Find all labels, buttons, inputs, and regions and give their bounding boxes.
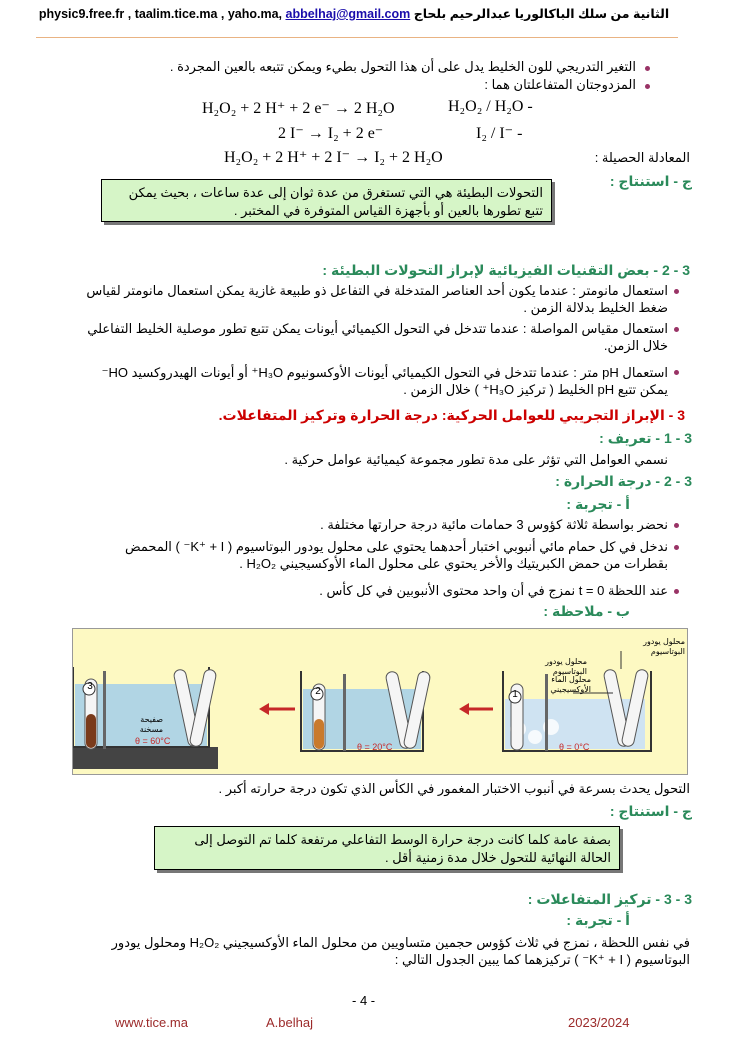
- beaker-number-1: 1: [512, 689, 518, 700]
- concentration-experiment-text: في نفس اللحظة ، نمزج في ثلاث كؤوس حجمين متساويين من محلول الماء الأوكسيجيني H₂O₂ ومحلول يودور البوتاسيوم ( K⁺ + I⁻ ) تركيزهما كما يبين الجدول التالي :: [111, 935, 690, 967]
- couple-2: I₂ / I⁻ -: [476, 125, 523, 142]
- header-text: الثانية من سلك الباكالوريا عبدالرحيم بلحاج physic9.free.fr , taalim.tice.ma , yaho.ma,: [38, 7, 670, 21]
- thermometer: [103, 671, 106, 749]
- conclusion-2-heading: ج - استنتاج :: [609, 803, 692, 819]
- section-3-1-heading: 3 - 1 - تعريف :: [599, 430, 692, 446]
- intro-bullet-1: التغير التدريجي للون الخليط يدل على أن هذا التحول بطيء ويمكن تتبعه بالعين المجردة .: [169, 59, 636, 74]
- temperature-60: θ = 60°C: [135, 736, 171, 746]
- bullet-icon: [645, 84, 650, 89]
- bullet-icon: [674, 289, 679, 294]
- technique-manometer: استعمال مانومتر : عندما يكون أحد العناصر المتدخلة في التفاعل ذو طبيعة غازية يمكن استعمال مانومتر لقياس ضغط الخليط بدلالة الزمن .: [86, 283, 668, 315]
- observation-b-heading: ب - ملاحظة :: [543, 603, 630, 619]
- footer-author: A.belhaj: [266, 1015, 313, 1030]
- footer-year: 2023/2024: [568, 1015, 630, 1030]
- experiment-step-1: نحضر بواسطة ثلاثة كؤوس 3 حمامات مائية درجة حرارتها مختلفة .: [320, 517, 668, 532]
- label-ki-solution: محلول يودور البوتاسيوم: [643, 637, 685, 656]
- bullet-icon: [645, 66, 650, 71]
- experiment-step-3: عند اللحظة t = 0 نمزج في أن واحد محتوى الأنبوبين في كل كأس .: [319, 583, 668, 598]
- temperature-experiment-figure: [72, 628, 688, 775]
- intro-bullet-2: المزدوجتان المتفاعلتان هما :: [484, 77, 636, 92]
- bullet-icon: [674, 523, 679, 528]
- temperature-20: θ = 20°C: [357, 742, 393, 752]
- technique-conductimetry: استعمال مقياس المواصلة : عندما تتدخل في التحول الكيميائي أيونات يمكن تتبع تطور موصلية الخليط التفاعلي خلال الزمن.: [87, 321, 668, 353]
- half-equation-2: 2 I⁻ → I₂ + 2 e⁻: [278, 125, 384, 142]
- footer-site: www.tice.ma: [115, 1015, 188, 1030]
- conclusion-1-heading: ج - استنتاج :: [609, 173, 692, 189]
- conclusion-2-box: بصفة عامة كلما كانت درجة حرارة الوسط التفاعلي مرتفعة كلما تم التوصل إلى الحالة النهائية للتحول خلال مدة زمنية أقل .: [154, 826, 620, 870]
- beaker-number-3: 3: [87, 681, 93, 692]
- bullet-icon: [674, 589, 679, 594]
- page-number: - 4 -: [352, 993, 376, 1008]
- definition-text: نسمي العوامل التي تؤثر على مدة تطور مجموعة كيميائية عوامل حركية .: [284, 452, 668, 467]
- bullet-icon: [674, 370, 679, 375]
- experiment-a-heading: أ - تجربة :: [566, 496, 630, 512]
- experiment-a2-heading: أ - تجربة :: [566, 912, 630, 928]
- header-email-link[interactable]: abbelhaj@gmail.com: [285, 7, 411, 21]
- label-heating-plate: صفيحة مسخنة: [139, 715, 163, 734]
- bullet-icon: [674, 545, 679, 550]
- overall-equation: H₂O₂ + 2 H⁺ + 2 I⁻ → I₂ + 2 H₂O: [224, 149, 443, 166]
- temperature-0: θ = 0°C: [559, 742, 590, 752]
- heating-plate: [73, 747, 218, 769]
- section-3-heading: 3 - الإبراز التجريبي للعوامل الحركية: درجة الحرارة وتركيز المتفاعلات.: [218, 407, 685, 423]
- experiment-step-2: ندخل في كل حمام مائي أنبوبي اختبار أحدهما يحتوي على محلول يودور البوتاسيوم ( K⁺ + I⁻ ) المحمض بقطرات من حمض الكبريتيك والأخر يحتوي على محلول الماء الأوكسيجيني H₂O₂ .: [124, 539, 668, 571]
- section-3-2-heading: 3 - 2 - درجة الحرارة :: [555, 473, 692, 489]
- half-equation-1: H₂O₂ + 2 H⁺ + 2 e⁻ → 2 H₂O: [202, 100, 395, 117]
- beaker-number-2: 2: [315, 686, 321, 697]
- section-2-3-heading: 3 - 2 - بعض التقنيات الفيزيائية لإبراز التحولات البطيئة :: [322, 262, 690, 278]
- figure-drawing: [73, 629, 687, 774]
- label-h2o2-solution: محلول الماء الأوكسيجيني: [550, 675, 591, 694]
- header-divider: [36, 37, 678, 38]
- couple-1: H₂O₂ / H₂O -: [448, 98, 533, 115]
- conclusion-1-box: التحولات البطيئة هي التي تستغرق من عدة ثوان إلى عدة ساعات ، بحيث يمكن تتبع تطورها بالعين أو بأجهزة القياس المتوفرة في المختبر .: [101, 179, 552, 222]
- overall-label: المعادلة الحصيلة :: [594, 150, 690, 165]
- technique-phmeter: استعمال pH متر : عندما تتدخل في التحول الكيميائي أيونات الأوكسونيوم H₃O⁺ أو أيونات الهيدروكسيد HO⁻ يمكن تتبع pH الخليط ( تركيز H₃O⁺ ) خلال الزمن .: [101, 365, 668, 397]
- page-header: [20, 6, 688, 26]
- observation-text: التحول يحدث بسرعة في أنبوب الاختبار المغمور في الكأس الذي تكون درجة حرارته أكبر .: [218, 781, 690, 796]
- section-3-3-heading: 3 - 3 - تركيز المتفاعلات :: [527, 891, 692, 907]
- beaker-20c: [301, 671, 431, 751]
- label-ki-solution-2: محلول يودور البوتاسيوم: [545, 657, 587, 676]
- bullet-icon: [674, 327, 679, 332]
